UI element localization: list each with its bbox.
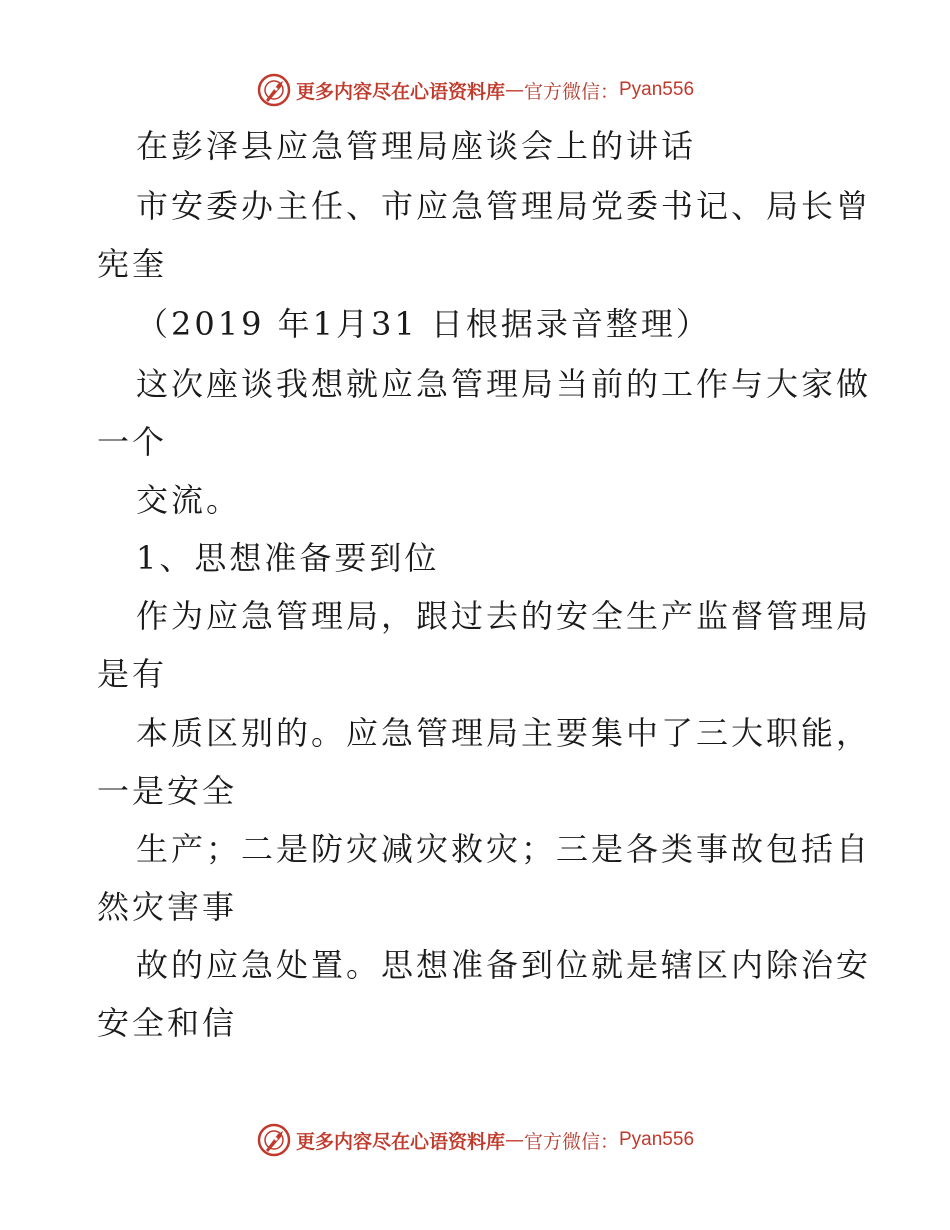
- document-line: 安全和信: [97, 1004, 238, 1042]
- pen-nib-logo-icon: [256, 1122, 292, 1158]
- document-line: 这次座谈我想就应急管理局当前的工作与大家做: [136, 365, 872, 403]
- watermark-wechat-label: 官方微信：: [523, 80, 619, 103]
- document-line: 宪奎: [97, 245, 168, 283]
- document-line: 然灾害事: [97, 888, 238, 926]
- watermark-wechat-label: 官方微信：: [523, 1130, 619, 1153]
- document-title: 在彭泽县应急管理局座谈会上的讲话: [136, 127, 697, 165]
- watermark-dash: —: [504, 79, 524, 101]
- watermark-banner-bottom: [0, 1120, 950, 1160]
- document-line: 生产；二是防灾减灾救灾；三是各类事故包括自: [136, 830, 872, 868]
- document-line: 一是安全: [97, 772, 238, 810]
- document-line: 是有: [97, 655, 168, 693]
- document-line: 本质区别的。应急管理局主要集中了三大职能，: [136, 714, 872, 752]
- watermark-banner-top: [0, 70, 950, 110]
- pen-nib-logo-icon: [256, 72, 292, 108]
- document-heading: 1、思想准备要到位: [136, 539, 440, 577]
- watermark-text: 更多内容尽在心语资料库: [295, 1130, 505, 1153]
- document-line: 作为应急管理局，跟过去的安全生产监督管理局: [136, 597, 872, 635]
- watermark-text: 更多内容尽在心语资料库: [295, 80, 505, 103]
- document-line: 一个: [97, 423, 168, 461]
- document-line: 故的应急处置。思想准备到位就是辖区内除治安: [136, 946, 872, 984]
- document-date-line: （2019 年1月31 日根据录音整理）: [136, 305, 711, 343]
- watermark-wechat-id: Pyan556: [619, 79, 695, 100]
- watermark-wechat-id: Pyan556: [619, 1129, 695, 1150]
- document-line: 交流。: [136, 481, 242, 519]
- watermark-dash: —: [504, 1129, 524, 1151]
- document-line: 市安委办主任、市应急管理局党委书记、局长曾: [136, 187, 872, 225]
